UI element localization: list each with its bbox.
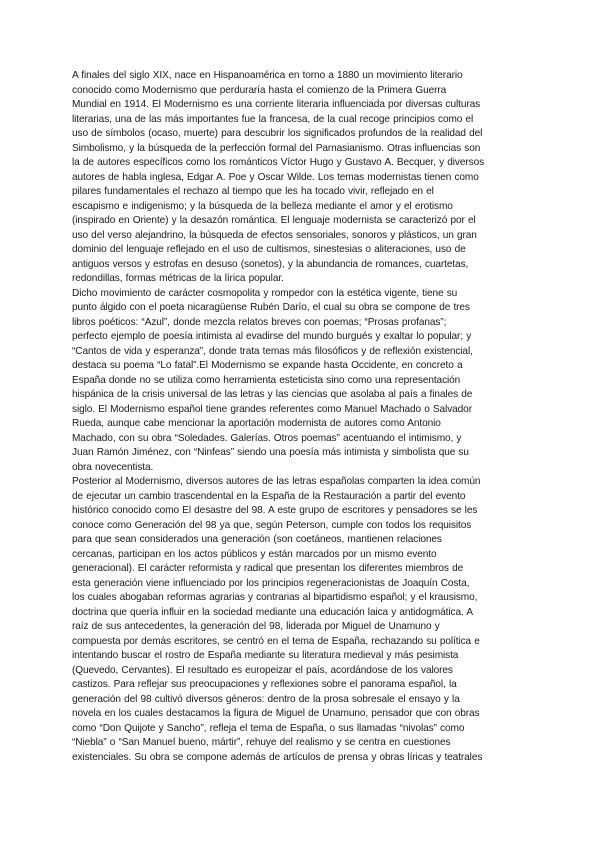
document-page: [72, 69, 521, 765]
text-line: perfecto ejemplo de poesía intimista al evadirse del mundo burgués y exaltar lo popular; y: [72, 331, 472, 342]
paragraph-ruben-dario: [72, 287, 521, 476]
text-line: literarias, una de las más importantes fue la francesa, de la cual recoge principios como el: [72, 113, 474, 125]
text-line: doctrina que quería influir en la sociedad mediante una educación laica y antidogmática. A: [72, 606, 473, 618]
text-line: esta generación viene influenciado por los principios regeneracionistas de Joaquín Costa,: [72, 577, 470, 589]
text-line: libros poéticos: “Azul”, donde mezcla relatos breves con poemas; “Prosas profanas”;: [72, 316, 447, 328]
text-line: destaca su poema “Lo fatal”.El Modernismo se expande hasta Occidente, en concreto a: [72, 360, 463, 371]
text-line: la de autores específicos como los románticos Víctor Hugo y Gustavo A. Becquer, y diversos: [72, 157, 485, 168]
text-line: generacional). El carácter reformista y radical que presentan los diferentes miembros de: [72, 563, 464, 574]
text-line: Machado, con su obra “Soledades. Galerías. Otros poemas” acentuando el intimismo, y: [72, 432, 462, 444]
text-line: intentando buscar el rostro de España mediante su literatura medieval y más pesimista: [72, 650, 459, 661]
text-line: escapismo e indigenismo; y la búsqueda de la belleza mediante el amor y el erotismo: [72, 200, 453, 212]
text-line: dominio del lenguaje reflejado en el uso de cultismos, sinestesias o aliteraciones, uso de: [72, 244, 466, 255]
text-line: antiguos versos y estrofas en desuso (sonetos), y la abundancia de romances, cuartetas,: [72, 258, 469, 270]
paragraph-modernismo-intro: [72, 69, 521, 287]
text-line: A finales del siglo XIX, nace en Hispanoamérica en torno a 1880 un movimiento literario: [72, 70, 463, 81]
text-line: histórico conocido como El desastre del 98. A este grupo de escritores y pensadores se les: [72, 505, 478, 516]
text-line: conocido como Modernismo que perduraría hasta el comienzo de la Primera Guerra: [72, 84, 447, 96]
text-line: generación del 98 cultivó diversos géneros: dentro de la prosa sobresale el ensayo y la: [72, 693, 460, 705]
text-line: compuesta por demás escritores, se centró en el tema de España, rechazando su política e: [72, 635, 480, 647]
text-line: castizos. Para reflejar sus preocupaciones y reflexiones sobre el panorama español, la: [72, 679, 457, 690]
text-line: Simbolismo, y la búsqueda de la perfección formal del Parnasianismo. Otras influencias son: [72, 142, 481, 154]
text-line: como “Don Quijote y Sancho”, refleja el tema de España, o sus llamadas “nivolas” como: [72, 722, 465, 734]
text-line: Mundial en 1914. El Modernismo es una corriente literaria influenciada por diversas culturas: [72, 99, 481, 110]
text-line: obra novecentista.: [72, 461, 154, 473]
text-line: siglo. El Modernismo español tiene grandes referentes como Manuel Machado o Salvador: [72, 403, 472, 415]
text-line: España donde no se utiliza como herramienta esteticista sino como una representación: [72, 374, 461, 386]
text-line: uso del verso alejandrino, la búsqueda de efectos sensoriales, sonoros y plásticos, un gran: [72, 229, 477, 241]
text-line: Posterior al Modernismo, diversos autores de las letras españolas comparten la idea común: [72, 476, 481, 487]
text-line: existenciales. Su obra se compone además de artículos de prensa y obras líricas y teatrales: [72, 751, 483, 763]
text-line: cercanas, participan en los actos públicos y están marcados por un mismo evento: [72, 548, 437, 560]
text-line: “Cantos de vida y esperanza”, donde trata temas más filosóficos y de reflexión existencial,: [72, 345, 473, 357]
text-line: pilares fundamentales el rechazo al tiempo que les ha tocado vivir, reflejado en el: [72, 186, 434, 197]
text-line: conoce como Generación del 98 ya que, según Peterson, cumple con todos los requisitos: [72, 519, 472, 531]
text-line: hispánica de la crisis universal de las letras y las ciencias que asolaba al país a finales de: [72, 389, 473, 400]
text-line: uso de símbolos (ocaso, muerte) para descubrir los significados profundos de la realidad del: [72, 128, 483, 139]
text-line: redondillas, formas métricas de la lírica popular.: [72, 273, 284, 284]
text-line: raíz de sus antecedentes, la generación del 98, liderada por Miguel de Unamuno y: [72, 621, 440, 632]
paragraph-generacion-98: [72, 475, 521, 765]
text-line: “Niebla” o “San Manuel bueno, mártir”, rehuye del realismo y se centra en cuestiones: [72, 737, 451, 748]
text-line: Dicho movimiento de carácter cosmopolita y rompedor con la estética vigente, tiene su: [72, 287, 458, 299]
text-line: Rueda, aunque cabe mencionar la aportación modernista de autores como Antonio: [72, 418, 441, 429]
text-line: (inspirado en Oriente) y la desazón romántica. El lenguaje modernista se caracterizó por el: [72, 215, 476, 226]
text-line: (Quevedo, Cervantes). El resultado es europeizar el país, acordándose de los valores: [72, 664, 453, 676]
text-line: para que sean considerados una generación (son coetáneos, mantienen relaciones: [72, 534, 442, 545]
text-line: autores de habla inglesa, Edgar A. Poe y Oscar Wilde. Los temas modernistas tienen como: [72, 171, 479, 183]
text-line: de ejecutar un cambio trascendental en la España de la Restauración a partir del evento: [72, 490, 466, 502]
text-line: novela en los cuales destacamos la figura de Miguel de Unamuno, pensador que con obras: [72, 708, 480, 719]
text-line: punto álgido con el poeta nicaragüense Rubén Darío, el cual su obra se compone de tres: [72, 302, 470, 313]
text-line: los cuales abogaban reformas agrarias y contrarias al bipartidismo español; y el krausismo,: [72, 592, 478, 603]
text-line: Juan Ramón Jiménez, con “Ninfeas” siendo una poesía más intimista y simbolista que su: [72, 447, 469, 458]
